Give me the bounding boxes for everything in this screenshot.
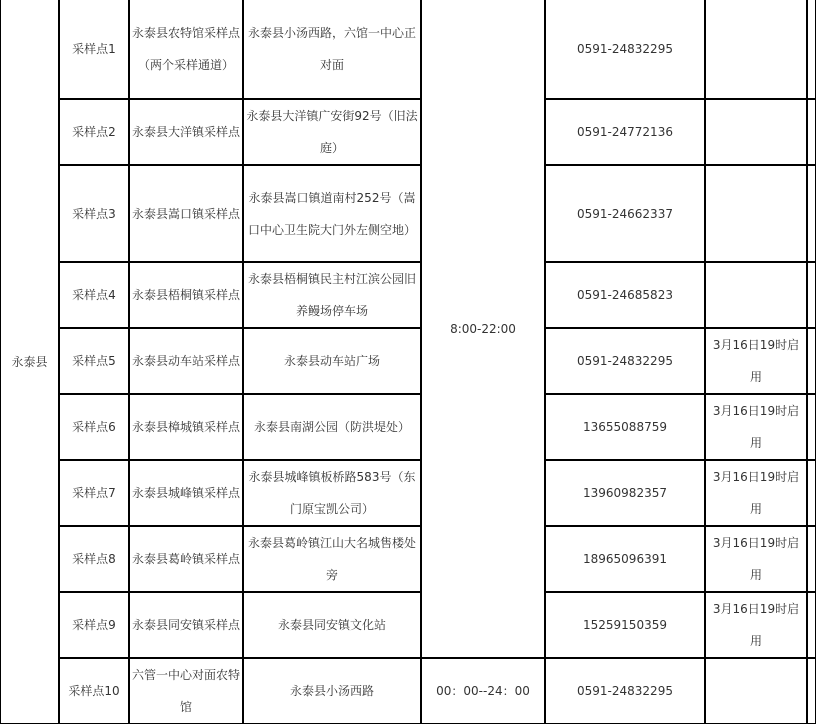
edge-cell: [807, 165, 816, 262]
point-cell: 采样点1: [59, 0, 129, 99]
edge-cell: [807, 99, 816, 165]
edge-cell: [807, 328, 816, 394]
edge-cell: [807, 526, 816, 592]
address-cell: 永泰县梧桐镇民主村江滨公园旧养鳗场停车场: [243, 262, 421, 328]
table-row: [0, 0, 816, 99]
address-cell: 永泰县动车站广场: [243, 328, 421, 394]
note-cell: [705, 0, 807, 99]
table-row: [0, 394, 816, 460]
point-cell: 采样点3: [59, 165, 129, 262]
phone-cell: 13960982357: [545, 460, 705, 526]
address-cell: 永泰县同安镇文化站: [243, 592, 421, 658]
point-cell: 采样点10: [59, 658, 129, 724]
phone-cell: 0591-24662337: [545, 165, 705, 262]
edge-cell: [807, 394, 816, 460]
note-cell: [705, 262, 807, 328]
address-cell: 永泰县小汤西路，六馆一中心正对面: [243, 0, 421, 99]
point-cell: 采样点4: [59, 262, 129, 328]
site-name-cell: 六管一中心对面农特馆: [129, 658, 243, 724]
table-row: [0, 165, 816, 262]
table-row: [0, 592, 816, 658]
note-cell: 3月16日19时启用: [705, 592, 807, 658]
note-cell: 3月16日19时启用: [705, 328, 807, 394]
note-cell: 3月16日19时启用: [705, 460, 807, 526]
county-cell: 永泰县: [0, 0, 59, 724]
phone-cell: 0591-24772136: [545, 99, 705, 165]
point-cell: 采样点7: [59, 460, 129, 526]
address-cell: 永泰县葛岭镇江山大名城售楼处旁: [243, 526, 421, 592]
point-cell: 采样点9: [59, 592, 129, 658]
table-row: [0, 328, 816, 394]
phone-cell: 0591-24832295: [545, 0, 705, 99]
hours-cell: 00：00--24：00: [421, 658, 545, 724]
site-name-cell: 永泰县大洋镇采样点: [129, 99, 243, 165]
phone-cell: 13655088759: [545, 394, 705, 460]
point-cell: 采样点5: [59, 328, 129, 394]
table-row: [0, 658, 816, 724]
note-cell: [705, 658, 807, 724]
phone-cell: 18965096391: [545, 526, 705, 592]
site-name-cell: 永泰县农特馆采样点（两个采样通道）: [129, 0, 243, 99]
table-row: [0, 262, 816, 328]
table-row: [0, 460, 816, 526]
edge-cell: [807, 658, 816, 724]
hours-cell: 8:00-22:00: [421, 0, 545, 658]
table-row: [0, 526, 816, 592]
site-name-cell: 永泰县樟城镇采样点: [129, 394, 243, 460]
phone-cell: 0591-24832295: [545, 328, 705, 394]
point-cell: 采样点2: [59, 99, 129, 165]
address-cell: 永泰县嵩口镇道南村252号（嵩口中心卫生院大门外左侧空地）: [243, 165, 421, 262]
phone-cell: 15259150359: [545, 592, 705, 658]
note-cell: [705, 165, 807, 262]
address-cell: 永泰县城峰镇板桥路583号（东门原宝凯公司）: [243, 460, 421, 526]
edge-cell: [807, 460, 816, 526]
address-cell: 永泰县南湖公园（防洪堤处）: [243, 394, 421, 460]
edge-cell: [807, 0, 816, 99]
address-cell: 永泰县大洋镇广安街92号（旧法庭）: [243, 99, 421, 165]
address-cell: 永泰县小汤西路: [243, 658, 421, 724]
note-cell: 3月16日19时启用: [705, 526, 807, 592]
phone-cell: 0591-24832295: [545, 658, 705, 724]
site-name-cell: 永泰县城峰镇采样点: [129, 460, 243, 526]
site-name-cell: 永泰县葛岭镇采样点: [129, 526, 243, 592]
site-name-cell: 永泰县嵩口镇采样点: [129, 165, 243, 262]
note-cell: 3月16日19时启用: [705, 394, 807, 460]
point-cell: 采样点6: [59, 394, 129, 460]
edge-cell: [807, 592, 816, 658]
point-cell: 采样点8: [59, 526, 129, 592]
note-cell: [705, 99, 807, 165]
site-name-cell: 永泰县梧桐镇采样点: [129, 262, 243, 328]
phone-cell: 0591-24685823: [545, 262, 705, 328]
site-name-cell: 永泰县动车站采样点: [129, 328, 243, 394]
site-name-cell: 永泰县同安镇采样点: [129, 592, 243, 658]
table-row: [0, 99, 816, 165]
edge-cell: [807, 262, 816, 328]
